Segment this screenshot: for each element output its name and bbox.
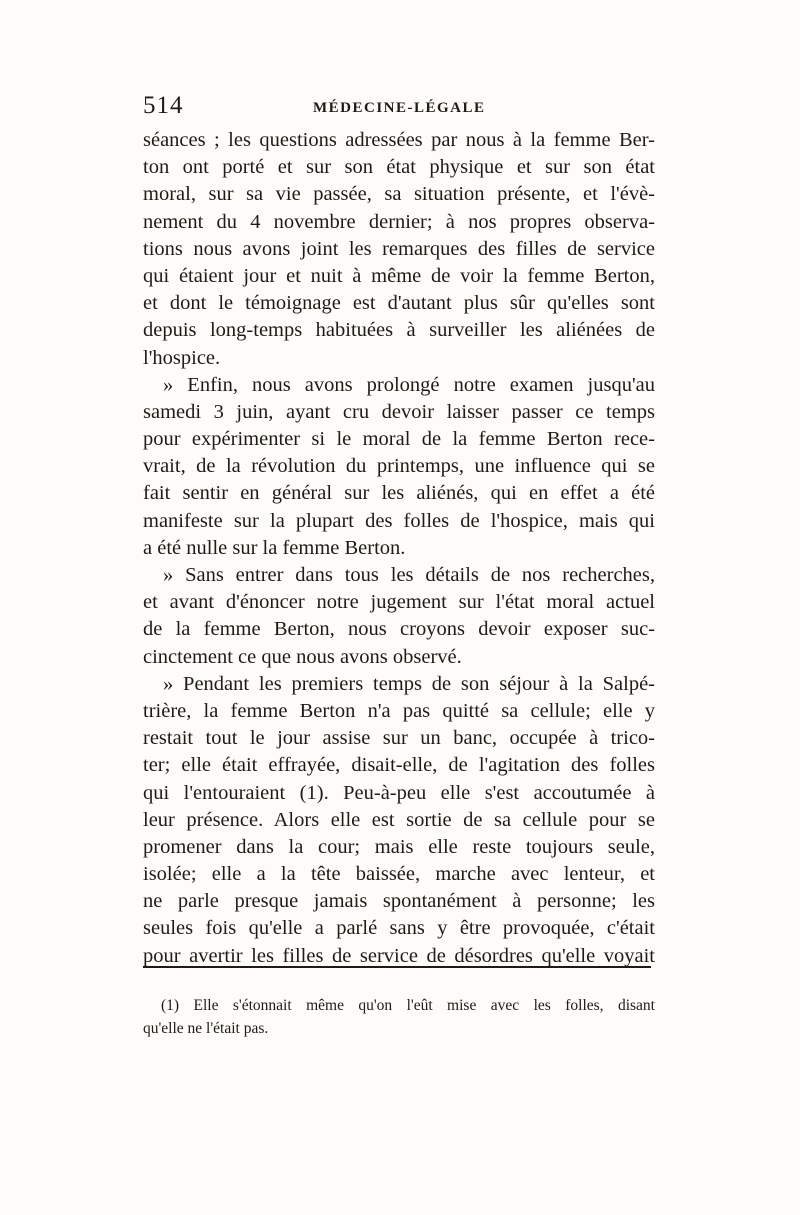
- text-line: manifeste sur la plupart des folles de l'hospice, mais qui: [143, 509, 655, 532]
- text-line: ton ont porté et sur son état physique et sur son état: [143, 156, 655, 179]
- text-line: depuis long-temps habituées à surveiller les aliénées de: [143, 319, 655, 342]
- page-header: [143, 92, 655, 122]
- body-text: [143, 127, 655, 970]
- text-line: trière, la femme Berton n'a pas quitté sa cellule; elle y: [143, 699, 655, 722]
- text-line: séances ; les questions adressées par nous à la femme Ber-: [143, 129, 655, 151]
- text-line: qui étaient jour et nuit à même de voir la femme Berton,: [143, 264, 655, 287]
- text-line: pour avertir les filles de service de désordres qu'elle voyait: [143, 944, 655, 967]
- text-line: et avant d'énoncer notre jugement sur l'état moral actuel: [143, 591, 655, 614]
- text-line: » Enfin, nous avons prolongé notre examen jusqu'au: [163, 373, 655, 396]
- text-line: pour expérimenter si le moral de la femme Berton rece-: [143, 428, 655, 451]
- text-line: moral, sur sa vie passée, sa situation présente, et l'évè-: [143, 183, 655, 206]
- text-line: de la femme Berton, nous croyons devoir exposer suc-: [143, 618, 655, 641]
- text-line: promener dans la cour; mais elle reste toujours seule,: [143, 835, 655, 858]
- text-line: nement du 4 novembre dernier; à nos propres observa-: [143, 210, 655, 233]
- page-number: 514: [143, 92, 184, 119]
- text-line: seules fois qu'elle a parlé sans y être provoquée, c'était: [143, 917, 655, 940]
- text-line: fait sentir en général sur les aliénés, qui en effet a été: [143, 482, 655, 505]
- text-line: et dont le témoignage est d'autant plus sûr qu'elles sont: [143, 292, 655, 315]
- running-title: MÉDECINE-LÉGALE: [313, 100, 486, 116]
- text-line: vrait, de la révolution du printemps, une influence qui se: [143, 455, 655, 478]
- text-line: cinctement ce que nous avons observé.: [143, 645, 462, 668]
- text-line: » Pendant les premiers temps de son séjour à la Salpé-: [163, 672, 655, 695]
- text-line: samedi 3 juin, ayant cru devoir laisser passer ce temps: [143, 400, 655, 423]
- text-line: a été nulle sur la femme Berton.: [143, 536, 406, 559]
- text-line: tions nous avons joint les remarques des filles de service: [143, 237, 655, 260]
- footnote: [143, 994, 655, 1040]
- text-line: qui l'entouraient (1). Peu-à-peu elle s'est accoutumée à: [143, 781, 655, 804]
- text-line: restait tout le jour assise sur un banc, occupée à trico-: [143, 727, 655, 750]
- text-line: ter; elle était effrayée, disait-elle, de l'agitation des folles: [143, 754, 655, 777]
- footnote-divider: [143, 966, 651, 968]
- text-line: l'hospice.: [143, 346, 221, 369]
- text-line: ne parle presque jamais spontanément à personne; les: [143, 890, 655, 913]
- text-line: isolée; elle a la tête baissée, marche avec lenteur, et: [143, 863, 655, 886]
- text-line: leur présence. Alors elle est sortie de sa cellule pour se: [143, 808, 655, 831]
- footnote-line: qu'elle ne l'était pas.: [143, 1020, 269, 1037]
- text-line: » Sans entrer dans tous les détails de nos recherches,: [163, 564, 655, 586]
- footnote-line: (1) Elle s'étonnait même qu'on l'eût mise avec les folles, disant: [161, 997, 655, 1014]
